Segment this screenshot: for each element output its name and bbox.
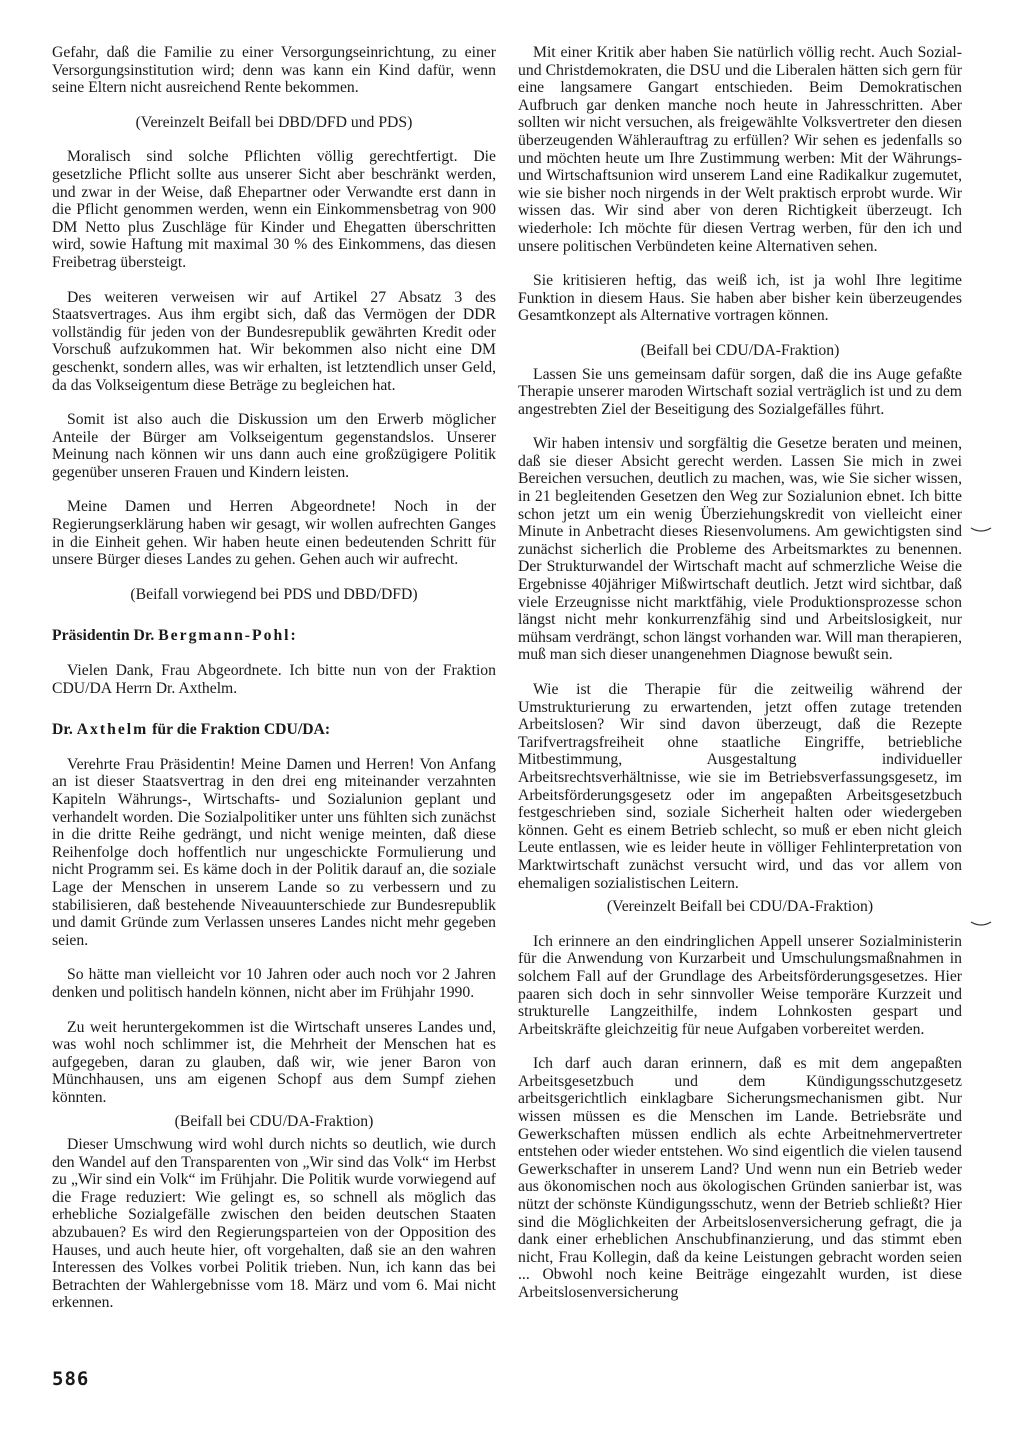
- speaker-name: Bergmann-Pohl: [158, 627, 291, 645]
- left-column: [52, 44, 496, 1329]
- paragraph: Somit ist also auch die Diskussion um den Erwerb möglicher Anteile der Bürger am Volkseigentum gegenstandslos. Unserer Meinung nach können wir uns dann auch eine großzügigere Politik gegenüber unseren Frauen und Kindern leisten.: [52, 411, 496, 481]
- paragraph: So hätte man vielleicht vor 10 Jahren oder auch noch vor 2 Jahren denken und politisch handeln können, nicht aber im Frühjahr 1990.: [52, 966, 496, 1001]
- applause-remark: (Beifall bei CDU/DA-Fraktion): [640, 341, 840, 359]
- speaker-heading-axthelm: [52, 721, 496, 739]
- margin-mark-icon: [970, 526, 992, 534]
- paragraph: Zu weit heruntergekommen ist die Wirtschaft unseres Landes und, was wohl noch schlimmer ist, die Mehrheit der Menschen hat es aufgegeben, daran zu glauben, daß wir, wie jener Baron von Münchhausen, uns am eigenen Schopf aus dem Sumpf ziehen könnten.: [52, 1018, 496, 1106]
- speaker-suffix: für die Fraktion CDU/DA:: [148, 721, 331, 739]
- applause-remark: (Beifall bei CDU/DA-Fraktion): [174, 1112, 374, 1130]
- page-number: 586: [52, 1368, 90, 1390]
- paragraph: Ich darf auch daran erinnern, daß es mit dem angepaßten Arbeitsgesetzbuch und dem Kündigungsschutzgesetz arbeitsgerichtlich einklagbare Sicherungsmechanismen gibt. Nur wissen müssen es die Menschen im Lande. Betriebsräte und Gewerkschaften müssen endlich als echte Arbeitnehmervertreter entstehen oder wieder entstehen. Wo sind eigentlich die vielen tausend Gewerkschafter in unserem Land? Und wenn nun ein Betrieb weder aus ökonomischen noch aus ökologischen Gründen sanierbar ist, was nützt der schönste Kündigungsschutz, wenn der Betrieb schließt? Hier sind die Möglichkeiten der Arbeitslosenversicherung gefragt, die ja dank einer erheblichen Anschubfinanzierung, und das stimmt eben nicht, Frau Kollegin, daß da keine Leistungen gebracht worden seien ... Obwohl noch keine Beiträge eingezahlt wurden, ist diese Arbeitslosenversicherung: [518, 1055, 962, 1301]
- paragraph: Moralisch sind solche Pflichten völlig gerechtfertigt. Die gesetzliche Pflicht sollte aus unserer Sicht aber beschränkt werden, und zwar in der Weise, daß Ehepartner oder Verwandte erst dann in die Pflicht genommen werden, wenn ein Einkommensbetrag von 900 DM Netto plus Zuschläge für Kinder und Ehegatten überschritten wird, sowie Haftung mit maximal 30 % des Einkommens, das diesen Freibetrag übersteigt.: [52, 148, 496, 271]
- paragraph: Verehrte Frau Präsidentin! Meine Damen und Herren! Von Anfang an ist dieser Staatsvertrag in den drei eng miteinander verzahnten Kapiteln Währungs-, Wirtschafts- und Sozialunion geplant und verhandelt worden. Die Sozialpolitiker unter uns fühlten sich zunächst in die dritte Reihe gedrängt, und nicht wenige meinten, daß diese Reihenfolge doch hoffentlich nur ungeschickte Formulierung und nicht Programm sei. Es käme doch in der Politik darauf an, die soziale Lage der Menschen in unserem Lande so zu verbessern und zu stabilisieren, daß bestehende Niveauunterschiede zur Bundesrepublik und damit Gründe zum Verlassen unseres Landes nicht mehr gegeben seien.: [52, 755, 496, 949]
- applause-remark: (Vereinzelt Beifall bei CDU/DA-Fraktion): [606, 898, 874, 916]
- paragraph: Des weiteren verweisen wir auf Artikel 27 Absatz 3 des Staatsvertrages. Aus ihm ergibt sich, daß das Vermögen der DDR vollständig für jeden von der Bundesrepublik gewährten Kredit oder Vorschuß aufzukommen hat. Wir bekommen also nicht eine DM geschenkt, sondern alles, was wir erhalten, ist letztendlich unser Geld, da das Volkseigentum diese Beträge zu begleichen hat.: [52, 288, 496, 394]
- paragraph: Dieser Umschwung wird wohl durch nichts so deutlich, wie durch den Wandel auf den Transparenten von „Wir sind das Volk“ im Herbst zu „Wir sind ein Volk“ im Frühjahr. Die Politik wurde vorwiegend auf die Frage reduziert: Wie gelingt es, so schnell als möglich das erhebliche Sozialgefälle zwischen den beiden deutschen Staaten abzubauen? Es wird den Regierungsparteien von der Opposition des Hauses, und auch heute hier, oft vorgehalten, daß sie an den wahren Interessen des Volkes vorbei Politik trieben. Nun, ich kann das bei Betrachten der Wahlergebnisse vom 18. März und vom 6. Mai nicht erkennen.: [52, 1136, 496, 1312]
- paragraph: Gefahr, daß die Familie zu einer Versorgungseinrichtung, zu einer Versorgungsinstitution wird; denn was kann ein Kind dafür, wenn seine Eltern nicht ausreichend Rente bekommen.: [52, 44, 496, 97]
- paragraph: Wir haben intensiv und sorgfältig die Gesetze beraten und meinen, daß sie dieser Absicht gerecht werden. Lassen Sie mich in zwei Bereichen versuchen, deutlich zu machen, was, wie Sie sicher wissen, in 21 begleitenden Gesetzen den Weg zur Sozialunion ebnet. Ich bitte schon jetzt um ein wenig Überziehungskredit von vielleicht einer Minute in Anbetracht dieses Riesenvolumens. Am gewichtigsten sind zunächst sicherlich die Probleme des Arbeitsmarktes zu benennen. Der Strukturwandel der Wirtschaft macht auf schmerzliche Weise die Ergebnisse 40jähriger Mißwirtschaft deutlich. Jetzt wird sichtbar, daß viele Erzeugnisse nicht marktfähig, viele Produktionsprozesse schon längst nicht mehr konkurrenzfähig sind und Arbeitslosigkeit, nur mühsam verdrängt, schon längst vorhanden war. Will man therapieren, muß man sich dieser unangenehmen Diagnose bewußt sein.: [518, 435, 962, 664]
- applause-remark: (Vereinzelt Beifall bei DBD/DFD und PDS): [135, 113, 413, 131]
- right-column: [518, 44, 962, 1319]
- margin-mark-icon: [970, 920, 992, 928]
- paragraph: Lassen Sie uns gemeinsam dafür sorgen, daß die ins Auge gefaßte Therapie unserer maroden Wirtschaft sozial verträglich ist und zu dem angestrebten Ziel der Beseitigung des Sozialgefälles führt.: [518, 365, 962, 418]
- applause-remark: (Beifall vorwiegend bei PDS und DBD/DFD): [130, 585, 418, 603]
- speaker-title: Dr.: [52, 721, 77, 739]
- speaker-name: Axthelm: [76, 721, 149, 739]
- paragraph: Ich erinnere an den eindringlichen Appell unserer Sozialministerin für die Anwendung von Kurzarbeit und Umschulungsmaßnahmen in solchem Fall auf der Grundlage des Arbeitsförderungsgesetzes. Hier paaren sich doch in sehr sinnvoller Weise temporäre Kurzzeit und strukturelle Langzeithilfe, indem Lohnkosten gespart und Arbeitskräfte gleichzeitig für neue Aufgaben vorbereitet werden.: [518, 932, 962, 1038]
- speaker-suffix: :: [290, 627, 296, 645]
- paragraph: Vielen Dank, Frau Abgeordnete. Ich bitte nun von der Fraktion CDU/DA Herrn Dr. Axthelm.: [52, 662, 496, 697]
- paragraph: Meine Damen und Herren Abgeordnete! Noch in der Regierungserklärung haben wir gesagt, wir wollen aufrechten Ganges in die Einheit gehen. Wir haben heute einen bedeutenden Schritt für unsere Bürger dieses Landes zu gehen. Gehen auch wir aufrecht.: [52, 498, 496, 569]
- speaker-title: Präsidentin Dr.: [52, 627, 159, 645]
- paragraph: Wie ist die Therapie für die zeitweilig während der Umstrukturierung zu erwartenden, jetzt offen zutage tretenden Arbeitslosen? Wir sind davon überzeugt, daß die Rezepte Tarifvertragsfreiheit ohne staatliche Eingriffe, betriebliche Mitbestimmung, Ausgestaltung individueller Arbeitsrechtsverhältnisse, wie sie im Betriebsverfassungsgesetz, im Arbeitsförderungsgesetz oder im angepaßten Arbeitsgesetzbuch festgeschrieben sind, soziale Sicherheit halten oder wiedergeben können. Geht es einem Betrieb schlecht, so muß er eben nicht gleich Leute entlassen, wie es leider heute in völliger Fehlinterpretation von Marktwirtschaft zunächst versucht wird, und das vor allem von ehemaligen sozialistischen Leitern.: [518, 681, 962, 892]
- speaker-heading-president: [52, 627, 496, 645]
- paragraph: Sie kritisieren heftig, das weiß ich, ist ja wohl Ihre legitime Funktion in diesem Haus. Sie haben aber bisher kein überzeugendes Gesamtkonzept als Alternative vortragen können.: [518, 272, 962, 325]
- paragraph: Mit einer Kritik aber haben Sie natürlich völlig recht. Auch Sozial- und Christdemokraten, die DSU und die Liberalen hätten sich gern für eine langsamere Gangart entschieden. Beim Demokratischen Aufbruch gar denken manche noch heute in Jahresschritten. Aber sollten wir nicht versuchen, als freigewählte Volksvertreter den diesen überzeugenden Wählerauftrag zu erfüllen? Wir sehen es jedenfalls so und möchten heute um Ihre Zustimmung werben: Mit der Währungs- und Wirtschaftsunion wird unserem Land eine Radikalkur zugemutet, wie sie bisher noch nirgends in der Welt praktisch erprobt wurde. Wir wissen das. Wir sind aber von deren Richtigkeit überzeugt. Ich wiederhole: Ich möchte für diesen Vertrag werben, für den ich und unsere politischen Verbündeten keine Alternativen sehen.: [518, 44, 962, 255]
